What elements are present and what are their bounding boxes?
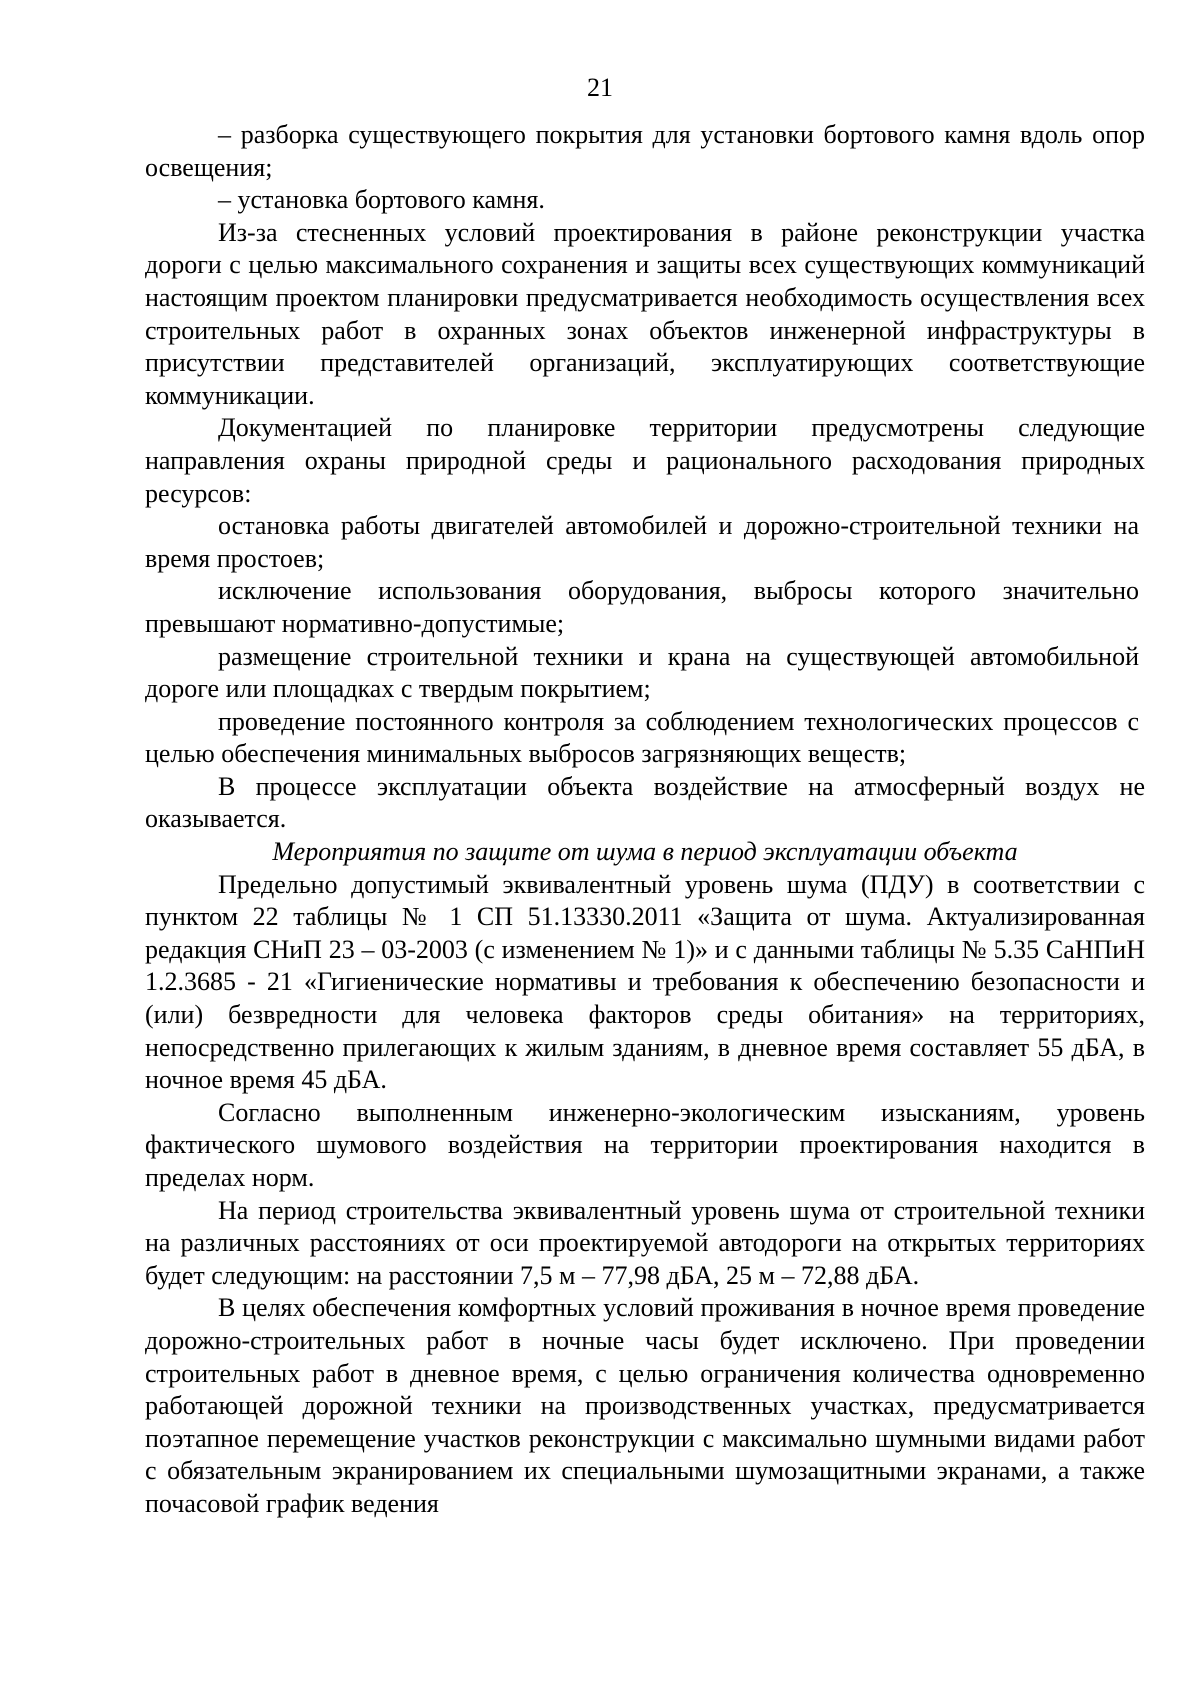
paragraph-air-impact: В процессе эксплуатации объекта воздействие на атмосферный воздух не оказывается. <box>145 771 1145 834</box>
paragraph-construction-noise: На период строительства эквивалентный уровень шума от строительной техники на различных расстояниях от оси проектируемой автодороги на открытых территориях будет следующим: на расстоянии 7,5 м – 77,98 дБА, 25 м – 72,88 дБА. <box>145 1195 1145 1290</box>
section-heading-noise: Мероприятия по защите от шума в период эксплуатации объекта <box>272 837 1018 867</box>
page-number: 21 <box>587 73 613 102</box>
body-text <box>145 119 1145 1521</box>
paragraph-environmental-protection: Документацией по планировке территории предусмотрены следующие направления охраны природной среды и рационального расходования природных ресурсов: <box>145 413 1145 508</box>
paragraph-dismantling: – разборка существующего покрытия для установки бортового камня вдоль опор освещения; <box>145 120 1145 182</box>
list-item-process-control: проведение постоянного контроля за соблюдением технологических процессов с целью обеспечения минимальных выбросов загрязняющих веществ; <box>145 706 1139 769</box>
paragraph-curb-installation: – установка бортового камня. <box>218 185 545 215</box>
paragraph-night-work: В целях обеспечения комфортных условий проживания в ночное время проведение дорожно-строительных работ в ночные часы будет исключено. При проведении строительных работ в дневное время, с целью ограничения количества одновременно работающей дорожной техники на производственных участках, предусматривается поэтапное перемещение участков реконструкции с максимально шумными видами работ с обязательным экранированием их специальными шумозащитными экранами, а также почасовой график ведения <box>145 1293 1145 1518</box>
paragraph-constrained-conditions: Из-за стесненных условий проектирования в районе реконструкции участка дороги с целью максимального сохранения и защиты всех существующих коммуникаций настоящим проектом планировки предусматривается необходимость осуществления всех строительных работ в охранных зонах объектов инженерной инфраструктуры в присутствии представителей организаций, эксплуатирующих соответствующие коммуникации. <box>145 217 1145 410</box>
paragraph-survey-results: Согласно выполненным инженерно-экологическим изысканиям, уровень фактического шумового воздействия на территории проектирования находится в пределах норм. <box>145 1097 1145 1192</box>
paragraph-noise-limits: Предельно допустимый эквивалентный уровень шума (ПДУ) в соответствии с пунктом 22 таблицы № 1 СП 51.13330.2011 «Защита от шума. Актуализированная редакция СНиП 23 – 03-2003 (с изменением № 1)» и с данными таблицы № 5.35 СаНПиН 1.2.3685 - 21 «Гигиенические нормативы и требования к обеспечению безопасности и (или) безвредности для человека факторов среды обитания» на территориях, непосредственно прилегающих к жилым зданиям, в дневное время составляет 55 дБА, в ночное время 45 дБА. <box>145 869 1145 1095</box>
list-item-engine-stop: остановка работы двигателей автомобилей и дорожно-строительной техники на время простоев; <box>145 511 1139 573</box>
list-item-equipment-exclusion: исключение использования оборудования, выбросы которого значительно превышают нормативно-допустимые; <box>145 576 1139 638</box>
list-item-machinery-placement: размещение строительной техники и крана на существующей автомобильной дороге или площадках с твердым покрытием; <box>145 641 1139 704</box>
